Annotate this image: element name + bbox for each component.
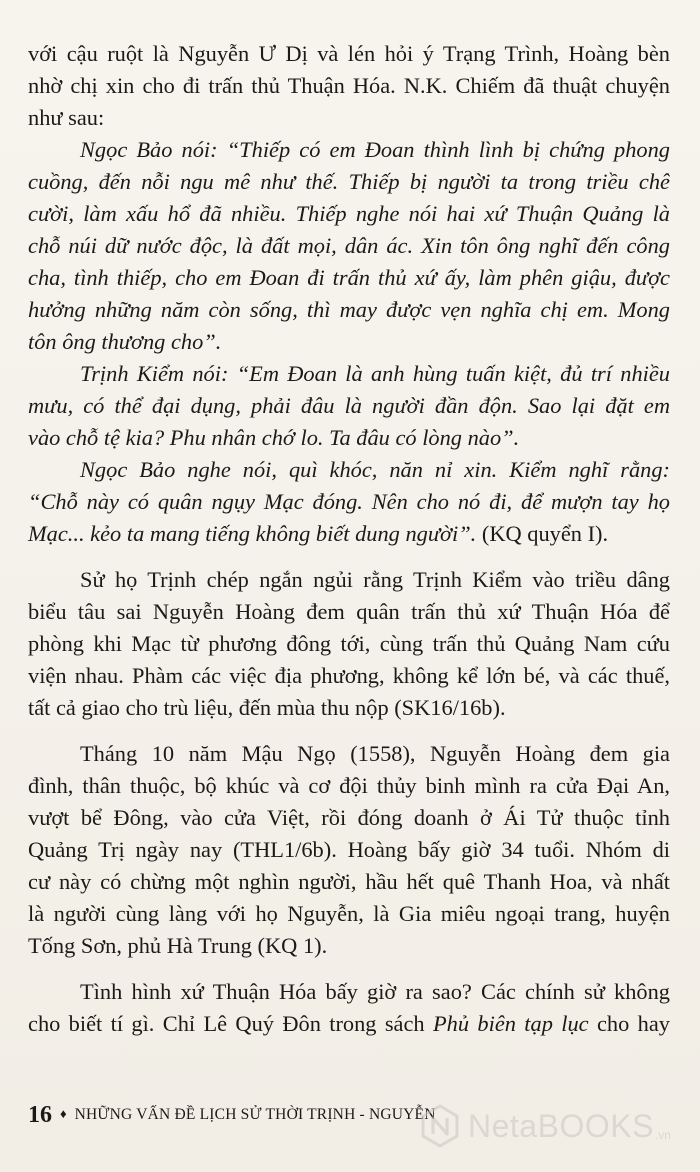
text-line: tất cả giao cho trù liệu, đến mùa thu nộp (SK16/16b). xyxy=(28,695,506,720)
text-line: “Chỗ này có quân ngụy Mạc đóng. Nên cho nó đi, để mượn tay họ xyxy=(28,489,670,514)
paragraph-quote-ngoc-bao xyxy=(28,134,670,358)
paragraph-migration xyxy=(28,738,670,962)
body-text xyxy=(28,38,670,1040)
text-line: vượt bể Đông, vào cửa Việt, rồi đóng doanh ở Ái Tử thuộc tỉnh xyxy=(28,805,670,830)
text-segment: cho hay xyxy=(588,1011,670,1036)
text-line: là người cùng làng với họ Nguyễn, là Gia miêu ngoại trang, huyện xyxy=(28,901,670,926)
text-line: cười, làm xấu hổ đã nhiều. Thiếp nghe nói hai xứ Thuận Quảng là xyxy=(28,201,670,226)
paragraph-history-record xyxy=(28,564,670,724)
watermark xyxy=(418,1104,671,1148)
text-line: Tình hình xứ Thuận Hóa bấy giờ ra sao? Các chính sử không xyxy=(80,979,670,1004)
text-line: Quảng Trị ngày nay (THL1/6b). Hoàng bấy giờ 34 tuổi. Nhóm di xyxy=(28,837,670,862)
text-line: nhờ chị xin cho đi trấn thủ Thuận Hóa. N.K. Chiếm đã thuật chuyện xyxy=(28,73,670,98)
text-line: với cậu ruột là Nguyễn Ư Dị và lén hỏi ý Trạng Trình, Hoàng bèn xyxy=(28,41,670,66)
paragraph-quote-trinh-kiem xyxy=(28,358,670,454)
text-line: Ngọc Bảo nghe nói, quì khóc, năn nỉ xin. Kiểm nghĩ rằng: xyxy=(80,457,670,482)
text-line: Trịnh Kiểm nói: “Em Đoan là anh hùng tuấn kiệt, đủ trí nhiều xyxy=(80,361,670,386)
text-line: phòng khi Mạc từ phương đông tới, cùng trấn thủ Quảng Nam cứu xyxy=(28,631,670,656)
paragraph-quote-kneel xyxy=(28,454,670,550)
text-line: hưởng những năm còn sống, thì may được vẹn nghĩa chị em. Mong xyxy=(28,297,670,322)
text-line: Tống Sơn, phủ Hà Trung (KQ 1). xyxy=(28,933,328,958)
text-line: biểu tâu sai Nguyễn Hoàng đem quân trấn thủ xứ Thuận Hóa để xyxy=(28,599,670,624)
text-line xyxy=(28,1008,670,1040)
text-line: viện nhau. Phàm các việc địa phương, không kể lớn bé, và các thuế, xyxy=(28,663,670,688)
diamond-separator-icon: ♦ xyxy=(60,1106,67,1121)
text-line: cư này có chừng một nghìn người, hầu hết quê Thanh Hoa, và nhất xyxy=(28,869,670,894)
netabooks-logo-icon xyxy=(418,1104,462,1148)
page-number: 16 xyxy=(28,1101,52,1128)
citation: (KQ quyển I). xyxy=(476,521,609,546)
text-line: Ngọc Bảo nói: “Thiếp có em Đoan thình lình bị chứng phong xyxy=(80,137,670,162)
text-line: như sau: xyxy=(28,105,105,130)
book-reference: Phủ biên tạp lục xyxy=(432,1011,589,1036)
text-line-italic: Mạc... kẻo ta mang tiếng không biết dung người”. xyxy=(28,521,477,546)
text-line: cuồng, đến nỗi ngu mê như thế. Thiếp bị người ta trong triều chê xyxy=(28,169,670,194)
text-line: cha, tình thiếp, cho em Đoan đi trấn thủ xứ ấy, làm phên giậu, được xyxy=(28,265,670,290)
text-line xyxy=(28,518,670,550)
text-line: tôn ông thương cho”. xyxy=(28,329,222,354)
paragraph-intro xyxy=(28,38,670,134)
text-line: vào chỗ tệ kia? Phu nhân chớ lo. Ta đâu có lòng nào”. xyxy=(28,425,520,450)
paragraph-thuan-hoa-situation xyxy=(28,976,670,1040)
text-line: Tháng 10 năm Mậu Ngọ (1558), Nguyễn Hoàng đem gia xyxy=(80,741,670,766)
text-line: chỗ núi dữ nước độc, là đất mọi, dân ác. Xin tôn ông nghĩ đến công xyxy=(28,233,670,258)
running-title: NHỮNG VẤN ĐỀ LỊCH SỬ THỜI TRỊNH - NGUYỄN xyxy=(74,1106,436,1123)
text-line: mưu, có thể đại dụng, phải đâu là người đần độn. Sao lại đặt em xyxy=(28,393,670,418)
watermark-suffix: .vn xyxy=(654,1128,671,1142)
text-segment: cho biết tí gì. Chỉ Lê Quý Đôn trong sách xyxy=(28,1011,433,1036)
text-line: Sử họ Trịnh chép ngắn ngủi rằng Trịnh Kiểm vào triều dâng xyxy=(80,567,670,592)
text-line: đình, thân thuộc, bộ khúc và cơ đội thủy binh mình ra cửa Đại An, xyxy=(28,773,670,798)
watermark-text: NetaBOOKS xyxy=(468,1107,654,1144)
